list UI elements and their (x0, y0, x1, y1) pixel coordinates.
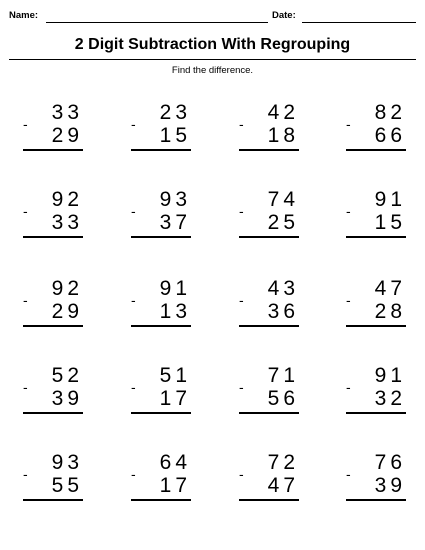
answer-line[interactable] (131, 149, 191, 151)
subtrahend: 18 (267, 124, 299, 147)
title-divider (9, 59, 416, 60)
subtrahend: 39 (374, 474, 406, 497)
answer-line[interactable] (239, 149, 299, 151)
subtrahend: 15 (374, 211, 406, 234)
problem-16 (346, 365, 406, 425)
problem-10 (131, 278, 191, 338)
problem-1 (23, 102, 83, 162)
problem-6 (131, 189, 191, 249)
minuend: 64 (159, 451, 191, 474)
problem-5 (23, 189, 83, 249)
problem-11 (239, 278, 299, 338)
minuend: 92 (51, 188, 83, 211)
minuend: 43 (267, 277, 299, 300)
minus-sign: - (346, 379, 351, 395)
subtrahend: 55 (51, 474, 83, 497)
answer-line[interactable] (23, 412, 83, 414)
minus-sign: - (23, 466, 28, 482)
answer-line[interactable] (346, 236, 406, 238)
minus-sign: - (23, 379, 28, 395)
subtrahend: 29 (51, 300, 83, 323)
answer-line[interactable] (23, 325, 83, 327)
date-field-line[interactable] (302, 22, 416, 23)
minuend: 52 (51, 364, 83, 387)
subtrahend: 32 (374, 387, 406, 410)
name-label: Name: (9, 10, 39, 21)
problem-8 (346, 189, 406, 249)
subtrahend: 33 (51, 211, 83, 234)
problem-15 (239, 365, 299, 425)
minuend: 71 (267, 364, 299, 387)
subtrahend: 25 (267, 211, 299, 234)
problem-7 (239, 189, 299, 249)
minus-sign: - (23, 116, 28, 132)
answer-line[interactable] (346, 149, 406, 151)
minus-sign: - (239, 466, 244, 482)
problem-3 (239, 102, 299, 162)
subtrahend: 29 (51, 124, 83, 147)
minus-sign: - (131, 292, 136, 308)
worksheet-title: 2 Digit Subtraction With Regrouping (74, 36, 351, 53)
minuend: 76 (374, 451, 406, 474)
answer-line[interactable] (239, 499, 299, 501)
minuend: 93 (159, 188, 191, 211)
subtrahend: 13 (159, 300, 191, 323)
problem-17 (23, 452, 83, 512)
subtrahend: 56 (267, 387, 299, 410)
minus-sign: - (239, 379, 244, 395)
minuend: 72 (267, 451, 299, 474)
minus-sign: - (239, 116, 244, 132)
minus-sign: - (239, 203, 244, 219)
answer-line[interactable] (239, 236, 299, 238)
problem-14 (131, 365, 191, 425)
subtrahend: 36 (267, 300, 299, 323)
minus-sign: - (346, 466, 351, 482)
minuend: 23 (159, 101, 191, 124)
minuend: 51 (159, 364, 191, 387)
answer-line[interactable] (23, 236, 83, 238)
minus-sign: - (23, 203, 28, 219)
minus-sign: - (131, 203, 136, 219)
subtrahend: 15 (159, 124, 191, 147)
answer-line[interactable] (239, 412, 299, 414)
answer-line[interactable] (23, 149, 83, 151)
answer-line[interactable] (131, 412, 191, 414)
minuend: 93 (51, 451, 83, 474)
subtrahend: 47 (267, 474, 299, 497)
minuend: 91 (159, 277, 191, 300)
problem-9 (23, 278, 83, 338)
subtrahend: 39 (51, 387, 83, 410)
problem-13 (23, 365, 83, 425)
minuend: 47 (374, 277, 406, 300)
minuend: 91 (374, 188, 406, 211)
minus-sign: - (23, 292, 28, 308)
name-field-line[interactable] (46, 22, 268, 23)
instructions: Find the difference. (171, 65, 254, 76)
answer-line[interactable] (131, 236, 191, 238)
subtrahend: 66 (374, 124, 406, 147)
answer-line[interactable] (131, 499, 191, 501)
minuend: 82 (374, 101, 406, 124)
subtrahend: 17 (159, 474, 191, 497)
problem-2 (131, 102, 191, 162)
minuend: 33 (51, 101, 83, 124)
problem-18 (131, 452, 191, 512)
subtrahend: 37 (159, 211, 191, 234)
problem-19 (239, 452, 299, 512)
minuend: 92 (51, 277, 83, 300)
minuend: 42 (267, 101, 299, 124)
answer-line[interactable] (23, 499, 83, 501)
minus-sign: - (131, 379, 136, 395)
answer-line[interactable] (239, 325, 299, 327)
minus-sign: - (131, 116, 136, 132)
date-label: Date: (272, 10, 296, 21)
answer-line[interactable] (346, 325, 406, 327)
minus-sign: - (346, 116, 351, 132)
minus-sign: - (346, 203, 351, 219)
minuend: 91 (374, 364, 406, 387)
minuend: 74 (267, 188, 299, 211)
minus-sign: - (239, 292, 244, 308)
problem-20 (346, 452, 406, 512)
problem-12 (346, 278, 406, 338)
subtrahend: 17 (159, 387, 191, 410)
answer-line[interactable] (346, 499, 406, 501)
subtrahend: 28 (374, 300, 406, 323)
minus-sign: - (346, 292, 351, 308)
answer-line[interactable] (131, 325, 191, 327)
minus-sign: - (131, 466, 136, 482)
answer-line[interactable] (346, 412, 406, 414)
problem-4 (346, 102, 406, 162)
